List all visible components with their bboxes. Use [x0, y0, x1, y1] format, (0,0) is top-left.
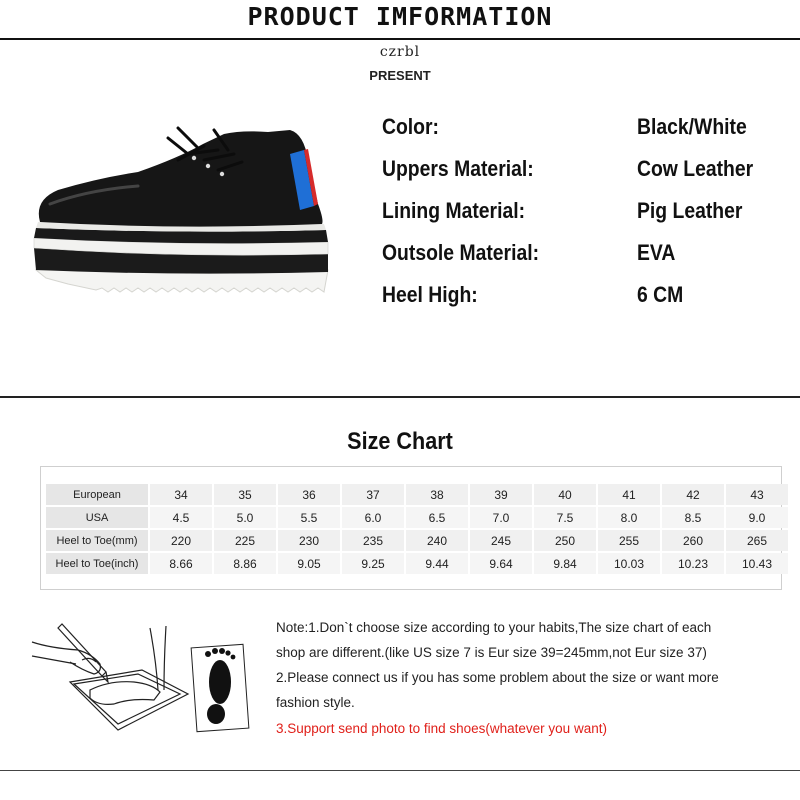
table-cell: 265 [726, 530, 788, 551]
table-cell: 9.84 [534, 553, 596, 574]
shoe-upper [39, 130, 323, 227]
product-shoe-image [28, 120, 333, 310]
table-cell: 34 [150, 484, 212, 505]
table-cell: 4.5 [150, 507, 212, 528]
row-label-heel-to-toe-inch: Heel to Toe(inch) [46, 553, 148, 574]
table-cell: 36 [278, 484, 340, 505]
note-line-4: fashion style. [276, 695, 355, 710]
foot-on-paper-icon [70, 626, 188, 730]
table-cell: 37 [342, 484, 404, 505]
table-cell: 38 [406, 484, 468, 505]
table-cell: 6.0 [342, 507, 404, 528]
table-cell: 5.5 [278, 507, 340, 528]
foot-measure-diagram [30, 620, 260, 735]
spec-label-uppers: Uppers Material: [382, 156, 534, 181]
note-line-5-warning: 3.Support send photo to find shoes(whatever you want) [276, 721, 607, 736]
table-cell: 6.5 [406, 507, 468, 528]
table-cell: 8.0 [598, 507, 660, 528]
hand-drawing-icon [32, 642, 100, 674]
table-cell: 230 [278, 530, 340, 551]
header-divider [0, 38, 800, 40]
section-divider [0, 396, 800, 398]
table-cell: 8.5 [662, 507, 724, 528]
table-cell: 245 [470, 530, 532, 551]
table-cell: 40 [534, 484, 596, 505]
table-row [46, 484, 788, 505]
table-cell: 235 [342, 530, 404, 551]
table-cell: 9.64 [470, 553, 532, 574]
note-line-2: shop are different.(like US size 7 is Eur size 39=245mm,not Eur size 37) [276, 645, 707, 660]
table-cell: 39 [470, 484, 532, 505]
table-row [46, 507, 788, 528]
row-label-european: European [46, 484, 148, 505]
spec-value-heel: 6 CM [637, 282, 684, 307]
footprint-icon [205, 648, 235, 724]
page-title: PRODUCT IMFORMATION [247, 2, 553, 31]
table-cell: 220 [150, 530, 212, 551]
table-cell: 9.25 [342, 553, 404, 574]
size-table [44, 482, 790, 576]
table-cell: 42 [662, 484, 724, 505]
table-cell: 8.86 [214, 553, 276, 574]
note-line-1: Note:1.Don`t choose size according to your habits,The size chart of each [276, 620, 712, 635]
table-cell: 240 [406, 530, 468, 551]
pencil-icon [58, 624, 108, 682]
spec-value-color: Black/White [637, 114, 747, 139]
spec-value-uppers: Cow Leather [637, 156, 754, 181]
table-cell: 35 [214, 484, 276, 505]
row-label-heel-to-toe-mm: Heel to Toe(mm) [46, 530, 148, 551]
note-line-3: 2.Please connect us if you has some problem about the size or want more [276, 670, 719, 685]
table-cell: 225 [214, 530, 276, 551]
table-cell: 260 [662, 530, 724, 551]
table-cell: 43 [726, 484, 788, 505]
table-cell: 7.5 [534, 507, 596, 528]
table-cell: 255 [598, 530, 660, 551]
table-cell: 9.05 [278, 553, 340, 574]
footer-divider [0, 770, 800, 771]
brand-logo: czrbl [379, 44, 421, 60]
row-label-usa: USA [46, 507, 148, 528]
table-cell: 10.03 [598, 553, 660, 574]
spec-label-lining: Lining Material: [382, 198, 526, 223]
spec-label-color: Color: [382, 114, 439, 139]
table-cell: 5.0 [214, 507, 276, 528]
spec-value-lining: Pig Leather [637, 198, 743, 223]
size-chart-title: Size Chart [347, 428, 453, 455]
table-row [46, 530, 788, 551]
table-cell: 41 [598, 484, 660, 505]
table-cell: 10.23 [662, 553, 724, 574]
table-cell: 8.66 [150, 553, 212, 574]
table-cell: 7.0 [470, 507, 532, 528]
spec-label-heel: Heel High: [382, 282, 478, 307]
spec-label-outsole: Outsole Material: [382, 240, 540, 265]
table-cell: 9.0 [726, 507, 788, 528]
spec-value-outsole: EVA [637, 240, 676, 265]
table-row [46, 553, 788, 574]
table-cell: 9.44 [406, 553, 468, 574]
brand-present-label: PRESENT [369, 68, 431, 83]
table-cell: 250 [534, 530, 596, 551]
table-cell: 10.43 [726, 553, 788, 574]
